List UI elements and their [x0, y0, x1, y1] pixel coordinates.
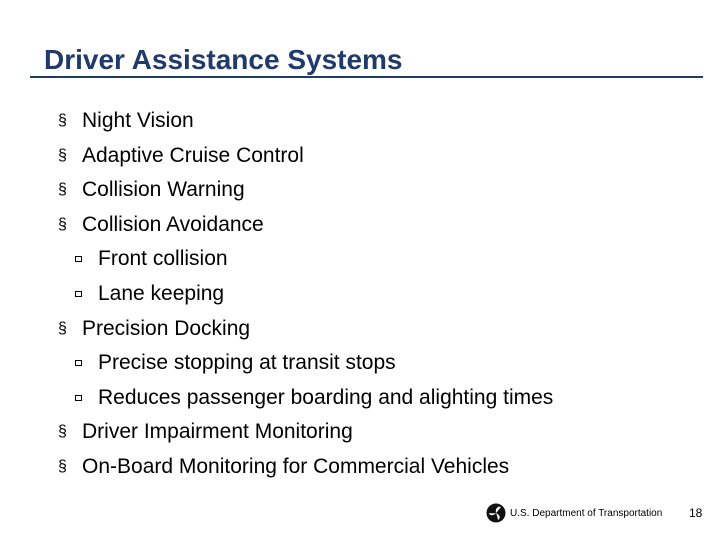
- bullet-text: Precision Docking: [82, 316, 251, 340]
- footer: [486, 502, 662, 524]
- bullet-text: Adaptive Cruise Control: [82, 143, 304, 167]
- bullet-marker: §: [58, 319, 67, 337]
- sub-bullet-text: Precise stopping at transit stops: [98, 351, 396, 375]
- bullet-marker: §: [58, 457, 67, 475]
- bullet-marker: §: [58, 215, 67, 233]
- sub-bullet-square-icon: [75, 291, 82, 297]
- dot-triskelion-icon: [486, 503, 506, 523]
- bullet-marker: §: [58, 423, 67, 441]
- sub-bullet-square-icon: [75, 360, 82, 366]
- sub-bullet-square-icon: [75, 395, 82, 401]
- page-number: 18: [689, 506, 703, 520]
- title-underline: [30, 76, 703, 78]
- bullet-text: On-Board Monitoring for Commercial Vehicles: [82, 454, 510, 478]
- bullet-text: Driver Impairment Monitoring: [82, 420, 353, 444]
- sub-bullet-text: Lane keeping: [98, 281, 225, 305]
- bullet-text: Collision Warning: [82, 178, 245, 202]
- sub-bullet-square-icon: [75, 256, 82, 262]
- slide-title: Driver Assistance Systems: [44, 44, 403, 75]
- bullet-text: Night Vision: [82, 109, 194, 132]
- footer-organization: U.S. Department of Transportation: [510, 507, 663, 519]
- sub-bullet-text: Reduces passenger boarding and alighting times: [98, 385, 554, 409]
- bullet-marker: §: [58, 181, 67, 199]
- sub-bullet-text: Front collision: [98, 247, 228, 271]
- bullet-marker: §: [58, 112, 67, 129]
- bullet-text: Collision Avoidance: [82, 212, 264, 236]
- bullet-marker: §: [58, 146, 67, 164]
